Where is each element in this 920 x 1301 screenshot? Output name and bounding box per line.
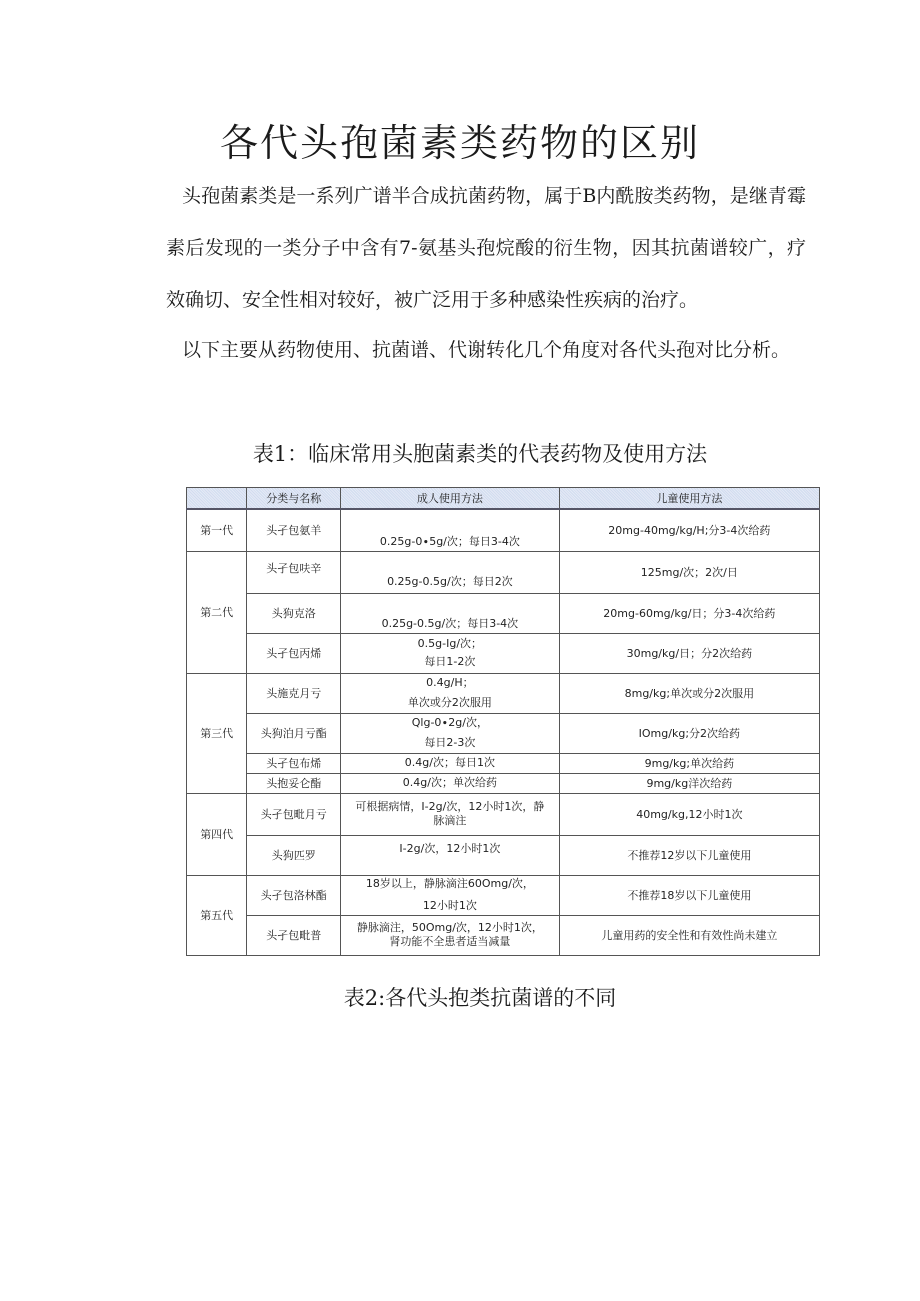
drug-name-cell: 头孑包布烯 [247,753,341,773]
child-usage-cell: 儿童用药的安全性和有效性尚未建立 [559,915,819,955]
drug-name-cell: 头孑包毗月亏 [247,793,341,835]
table-row [187,673,820,713]
adult-usage-cell: 0.4g/次；每日1次 [341,753,560,773]
child-usage-cell: 8mg∕kg;单次或分2次服用 [559,673,819,713]
adult-usage-cell: 0.4g/次；单次给药 [341,773,560,793]
table-row [187,875,820,915]
intro-paragraph: 头孢菌素类是一系列广谱半合成抗菌药物，属于B内酰胺类药物，是继青霉素后发现的一类分子中含有7-氨基头孢烷酸的衍生物，因其抗菌谱较广，疗效确切、安全性相对较好，被广泛用于多种感染性疾病的治疗。 [166,185,806,311]
adult-usage-cell: Qlg-0∙2g/次， 每日2-3次 [341,713,560,753]
child-usage-cell: 20mg-60mg∕kg∕日；分3-4次给药 [559,593,819,633]
child-usage-cell: 9mg∕kg;单次给药 [559,753,819,773]
drug-name-cell: 头孑包洛林酯 [247,875,341,915]
table-row [187,633,820,673]
drug-name-cell: 头孑包毗普 [247,915,341,955]
header-child-usage: 儿童使用方法 [559,488,819,510]
drug-name-cell: 头施克月亏 [247,673,341,713]
drug-name-cell: 头狗克洛 [247,593,341,633]
table1-caption: 表1：临床常用头胞菌素类的代表药物及使用方法 [252,442,708,466]
drug-name-cell: 头孑包丙烯 [247,633,341,673]
generation-cell: 第五代 [187,875,247,955]
cephalosporin-usage-table [186,487,820,956]
adult-usage-cell: 0.5g-Ig/次； 每日1-2次 [341,633,560,673]
adult-usage-cell: 0.25g-0∙5g/次；每日3-4次 [341,509,560,551]
header-category-name: 分类与名称 [247,488,341,510]
scope-paragraph: 以下主要从药物使用、抗菌谱、代谢转化几个角度对各代头孢对比分析。 [182,339,791,361]
generation-cell: 第三代 [187,673,247,793]
adult-usage-cell: 18岁以上，静脉滴注60Omg/次， 12小时1次 [341,875,560,915]
child-usage-cell: 不推荐18岁以下儿童使用 [559,875,819,915]
table-row [187,713,820,753]
table-row [187,551,820,593]
adult-usage-cell: 静脉滴注，50Omg/次，12小时1次，肾功能不全患者适当减量 [341,915,560,955]
child-usage-cell: 40mg∕kg,12小时1次 [559,793,819,835]
adult-usage-cell: 可根据病情，I-2g/次，12小时1次，静脉滴注 [341,793,560,835]
table-row [187,593,820,633]
table-row [187,509,820,551]
child-usage-cell: 20mg-40mg∕kg∕H;分3-4次给药 [559,509,819,551]
drug-name-cell: 头狗泊月亏酯 [247,713,341,753]
drug-name-cell: 头孑包氨羊 [247,509,341,551]
child-usage-cell: 125mg/次；2次/日 [559,551,819,593]
child-usage-cell: 30mg∕kg∕日；分2次给药 [559,633,819,673]
adult-usage-cell: I-2g/次，12小时1次 [341,835,560,875]
child-usage-cell: IOmg∕kg;分2次给药 [559,713,819,753]
table-row [187,773,820,793]
table-row [187,835,820,875]
table-row [187,915,820,955]
generation-cell: 第四代 [187,793,247,875]
drug-name-cell: 头孑包呋辛 [247,551,341,593]
generation-cell: 第一代 [187,509,247,551]
header-generation [187,488,247,510]
generation-cell: 第二代 [187,551,247,673]
adult-usage-cell: 0.4g∕H； 单次或分2次服用 [341,673,560,713]
adult-usage-cell: 0.25g-0.5g/次；每日3-4次 [341,593,560,633]
document-title: 各代头孢菌素类药物的区别 [219,121,700,165]
drug-name-cell: 头狗匹罗 [247,835,341,875]
child-usage-cell: 9mg∕kg洋次给药 [559,773,819,793]
table-header-row [187,488,820,510]
drug-name-cell: 头抱妥仑酯 [247,773,341,793]
table-row [187,753,820,773]
adult-usage-cell: 0.25g-0.5g/次；每日2次 [341,551,560,593]
table2-caption: 表2:各代头抱类抗菌谱的不同 [343,986,617,1010]
header-adult-usage: 成人使用方法 [341,488,560,510]
child-usage-cell: 不推荐12岁以下儿童使用 [559,835,819,875]
table-row [187,793,820,835]
